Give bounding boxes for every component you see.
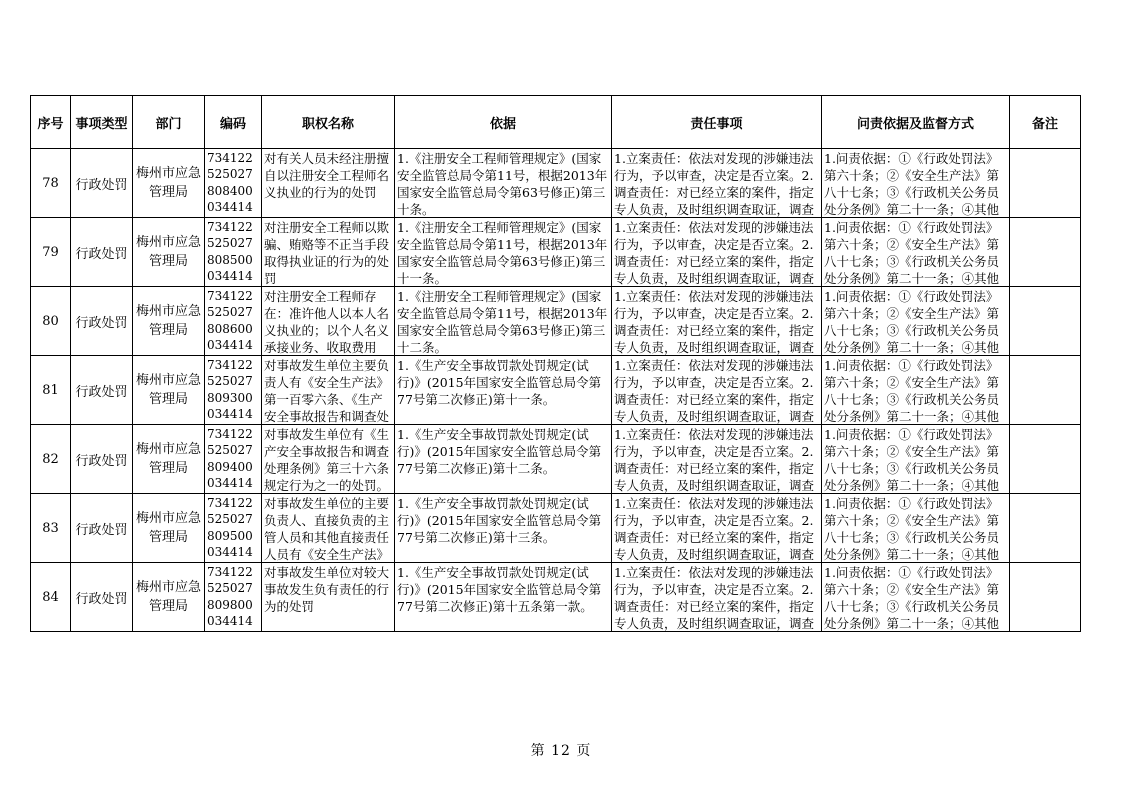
row-note: [1010, 287, 1081, 356]
row-note: [1010, 356, 1081, 425]
table-row: [31, 149, 1081, 218]
row-note: [1010, 218, 1081, 287]
header-type: 事项类型: [71, 96, 133, 149]
row-dept: 梅州市应急管理局: [133, 218, 205, 287]
row-basis: 1.《生产安全事故罚款处罚规定(试行)》(2015年国家安全监管总局令第77号第二次修正)第十二条。: [397, 426, 602, 476]
row-code: 734122525027808500034414: [207, 219, 253, 283]
row-note: [1010, 149, 1081, 218]
row-basis: 1.《生产安全事故罚款处罚规定(试行)》(2015年国家安全监管总局令第77号第二次修正)第十三条。: [397, 495, 602, 545]
row-code: 734122525027809300034414: [207, 357, 253, 421]
row-basis: 1.《注册安全工程师管理规定》(国家安全监管总局令第11号，根据2013年国家安全监管总局令第63号修正)第三十一条。: [397, 219, 608, 286]
row-dept: 梅州市应急管理局: [133, 356, 205, 425]
row-note: [1010, 494, 1081, 563]
row-note: [1010, 425, 1081, 494]
row-type: 行政处罚: [71, 218, 133, 287]
header-basis: 依据: [395, 96, 612, 149]
row-no: 78: [31, 149, 71, 218]
header-row: [31, 96, 1081, 149]
row-accountability: 1.问责依据：①《行政处罚法》第六十条；②《安全生产法》第八十七条；③《行政机关公务员处分条例》第二十一条；④其他: [824, 357, 1000, 424]
row-dept: 梅州市应急管理局: [133, 149, 205, 218]
row-no: 84: [31, 563, 71, 632]
header-dept: 部门: [133, 96, 205, 149]
row-basis: 1.《生产安全事故罚款处罚规定(试行)》(2015年国家安全监管总局令第77号第二次修正)第十一条。: [397, 357, 602, 407]
row-basis: 1.《注册安全工程师管理规定》(国家安全监管总局令第11号，根据2013年国家安全监管总局令第63号修正)第三十二条。: [397, 288, 608, 355]
row-no: 79: [31, 218, 71, 287]
row-duty: 1.立案责任：依法对发现的涉嫌违法行为，予以审查，决定是否立案。2.调查责任：对已经立案的案件，指定专人负责，及时组织调查取证，调查: [614, 495, 815, 562]
authority-table: [30, 95, 1081, 632]
row-basis: 1.《注册安全工程师管理规定》(国家安全监管总局令第11号，根据2013年国家安全监管总局令第63号修正)第三十条。: [397, 150, 608, 217]
row-accountability: 1.问责依据：①《行政处罚法》第六十条；②《安全生产法》第八十七条；③《行政机关公务员处分条例》第二十一条；④其他: [824, 426, 1000, 493]
row-duty: 1.立案责任：依法对发现的涉嫌违法行为，予以审查，决定是否立案。2.调查责任：对已经立案的案件，指定专人负责，及时组织调查取证，调查: [614, 219, 815, 286]
row-note: [1010, 563, 1081, 632]
row-name: 对注册安全工程师存在：准许他人以本人名义执业的；以个人名义承接业务、收取费用: [264, 288, 390, 355]
row-accountability: 1.问责依据：①《行政处罚法》第六十条；②《安全生产法》第八十七条；③《行政机关公务员处分条例》第二十一条；④其他: [824, 564, 1000, 631]
table-row: [31, 356, 1081, 425]
row-code: 734122525027808600034414: [207, 288, 253, 352]
table-row: [31, 563, 1081, 632]
row-name: 对事故发生单位对较大事故发生负有责任的行为的处罚: [264, 564, 390, 614]
row-type: 行政处罚: [71, 563, 133, 632]
row-dept: 梅州市应急管理局: [133, 287, 205, 356]
row-accountability: 1.问责依据：①《行政处罚法》第六十条；②《安全生产法》第八十七条；③《行政机关公务员处分条例》第二十一条；④其他: [824, 219, 1000, 286]
header-no: 序号: [31, 96, 71, 149]
table-row: [31, 287, 1081, 356]
row-duty: 1.立案责任：依法对发现的涉嫌违法行为，予以审查，决定是否立案。2.调查责任：对已经立案的案件，指定专人负责，及时组织调查取证，调查: [614, 426, 815, 493]
header-name: 职权名称: [262, 96, 395, 149]
row-code: 734122525027809800034414: [207, 564, 253, 628]
row-accountability: 1.问责依据：①《行政处罚法》第六十条；②《安全生产法》第八十七条；③《行政机关公务员处分条例》第二十一条；④其他: [824, 288, 1000, 355]
row-type: 行政处罚: [71, 356, 133, 425]
row-duty: 1.立案责任：依法对发现的涉嫌违法行为，予以审查，决定是否立案。2.调查责任：对已经立案的案件，指定专人负责，及时组织调查取证，调查: [614, 150, 815, 217]
row-name: 对有关人员未经注册擅自以注册安全工程师名义执业的行为的处罚: [264, 150, 390, 200]
row-no: 82: [31, 425, 71, 494]
row-accountability: 1.问责依据：①《行政处罚法》第六十条；②《安全生产法》第八十七条；③《行政机关公务员处分条例》第二十一条；④其他: [824, 495, 1000, 562]
row-type: 行政处罚: [71, 149, 133, 218]
row-duty: 1.立案责任：依法对发现的涉嫌违法行为，予以审查，决定是否立案。2.调查责任：对已经立案的案件，指定专人负责，及时组织调查取证，调查: [614, 357, 815, 424]
row-no: 81: [31, 356, 71, 425]
header-duty: 责任事项: [612, 96, 822, 149]
row-name: 对事故发生单位有《生产安全事故报告和调查处理条例》第三十六条规定行为之一的处罚。: [264, 426, 390, 493]
row-accountability: 1.问责依据：①《行政处罚法》第六十条；②《安全生产法》第八十七条；③《行政机关公务员处分条例》第二十一条；④其他: [824, 150, 1000, 217]
row-type: 行政处罚: [71, 287, 133, 356]
row-basis: 1.《生产安全事故罚款处罚规定(试行)》(2015年国家安全监管总局令第77号第二次修正)第十五条第一款。: [397, 564, 602, 614]
row-name: 对注册安全工程师以欺骗、贿赂等不正当手段取得执业证的行为的处罚: [264, 219, 390, 286]
row-duty: 1.立案责任：依法对发现的涉嫌违法行为，予以审查，决定是否立案。2.调查责任：对已经立案的案件，指定专人负责，及时组织调查取证，调查: [614, 288, 815, 355]
row-code: 734122525027808400034414: [207, 150, 253, 214]
row-type: 行政处罚: [71, 494, 133, 563]
row-type: 行政处罚: [71, 425, 133, 494]
row-duty: 1.立案责任：依法对发现的涉嫌违法行为，予以审查，决定是否立案。2.调查责任：对已经立案的案件，指定专人负责，及时组织调查取证，调查: [614, 564, 815, 631]
table-row: [31, 425, 1081, 494]
header-accountability: 问责依据及监督方式: [822, 96, 1010, 149]
row-name: 对事故发生单位主要负责人有《安全生产法》第一百零六条、《生产安全事故报告和调查处: [264, 357, 390, 424]
row-no: 83: [31, 494, 71, 563]
row-no: 80: [31, 287, 71, 356]
header-code: 编码: [205, 96, 262, 149]
row-dept: 梅州市应急管理局: [133, 494, 205, 563]
row-code: 734122525027809400034414: [207, 426, 253, 490]
page-number: 第 12 页: [530, 743, 592, 759]
table-row: [31, 494, 1081, 563]
table-row: [31, 218, 1081, 287]
row-dept: 梅州市应急管理局: [133, 563, 205, 632]
header-note: 备注: [1010, 96, 1081, 149]
row-code: 734122525027809500034414: [207, 495, 253, 559]
row-name: 对事故发生单位的主要负责人、直接负责的主管人员和其他直接责任人员有《安全生产法》: [264, 495, 390, 562]
row-dept: 梅州市应急管理局: [133, 425, 205, 494]
